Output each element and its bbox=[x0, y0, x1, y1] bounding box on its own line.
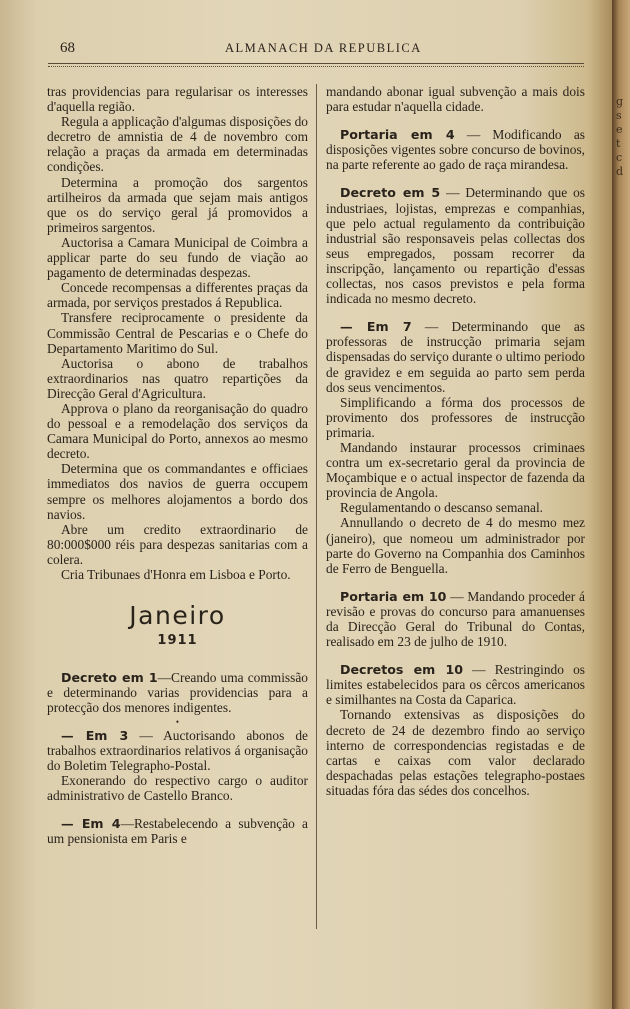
entry-lead: — Em 3 bbox=[61, 727, 129, 743]
separator-dot: • bbox=[175, 716, 180, 727]
entry-text: — Auctorisando abonos de trabalhos extraordinarios relativos á organisação do Boletim Telegrapho-Postal. bbox=[47, 727, 308, 773]
entry-lead: — Em 4 bbox=[61, 816, 121, 832]
month-heading: Janeiro bbox=[129, 601, 226, 631]
entry bbox=[47, 728, 308, 773]
paragraph: Regula a applicação d'algumas disposições do decretro de amnistia de 4 de novembro com relação a praças da armada em determinadas condições. bbox=[47, 114, 308, 175]
entry bbox=[326, 319, 585, 394]
entry-lead: — Em 7 bbox=[340, 319, 412, 335]
year-heading: 1911 bbox=[157, 633, 198, 649]
entry-text: — Determinando que os industriaes, lojistas, emprezas e companhias, que pelo actual regulamento da contribuição industrial são responsaveis pelas collectas dos seus empregados, possam recorrer da inscripção, lançamento ou repartição d'essas collectas, nos casos previstos e pela forma indicada no mesmo decreto. bbox=[326, 185, 585, 307]
facing-page-edge bbox=[612, 0, 630, 1009]
paragraph: Determina a promoção dos sargentos artilheiros da armada que sejam mais antigos que os do serviço geral já promovidos a primeiros sargentos. bbox=[47, 174, 308, 235]
facing-page-fragments: g s e t c d bbox=[616, 95, 624, 178]
header-rule bbox=[48, 63, 584, 67]
paragraph: Annullando o decreto de 4 do mesmo mez (janeiro), que nomeou um administrador por parte do Governo na Companhia dos Caminhos de Ferro de Benguella. bbox=[326, 515, 585, 576]
entry bbox=[47, 816, 308, 846]
entry-text: — Modificando as disposições vigentes sobre concurso de bovinos, na parte referente ao gado de raça mirandesa. bbox=[326, 127, 585, 173]
entry bbox=[326, 127, 585, 172]
paragraph: Exonerando do respectivo cargo o auditor administrativo de Castello Branco. bbox=[47, 772, 308, 803]
paragraph: Tornando extensivas as disposições do decreto de 24 de dezembro findo ao serviço interno de correspondencias registadas e de cartas e caixas com valor declarado despachadas pelas estações telegrapho-postaes situadas fóra das sédes dos concelhos. bbox=[326, 707, 585, 798]
entry-text: —Creando uma commissão e determinando varias providencias para a protecção dos menores indigentes. bbox=[47, 670, 308, 716]
paragraph: Cria Tribunaes d'Honra em Lisboa e Porto. bbox=[61, 567, 291, 582]
entry-text: — Restringindo os limites estabelecidos para os cêrcos americanos e similhantes na Costa da Caparica. bbox=[326, 662, 585, 708]
right-column bbox=[326, 84, 585, 798]
entry-lead: Portaria em 10 bbox=[340, 588, 447, 604]
paragraph: Transfere reciprocamente o presidente da Commissão Central de Pescarias e o Chefe do Departamento Maritimo do Sul. bbox=[47, 310, 308, 356]
paragraph: Approva o plano da reorganisação do quadro do pessoal e a remodelação dos serviços da Camara Municipal do Porto, annexos ao mesmo decreto. bbox=[47, 400, 308, 462]
paragraph: Determina que os commandantes e officiaes immediatos dos navios de guerra occupem sempre os melhores alojamentos a bordo dos navios. bbox=[47, 461, 308, 522]
paragraph: Abre um credito extraordinario de 80:000$000 réis para despezas sanitarias com a colera. bbox=[47, 521, 308, 567]
entry-lead: Decretos em 10 bbox=[340, 662, 463, 678]
paragraph: Concede recompensas a differentes praças da armada, por serviços prestados á Republica. bbox=[47, 280, 308, 311]
entry-lead: Decreto em 5 bbox=[340, 185, 441, 201]
column-divider bbox=[316, 84, 317, 929]
entry bbox=[326, 185, 585, 306]
entry bbox=[326, 662, 585, 707]
entry-lead: Decreto em 1 bbox=[61, 670, 158, 686]
entry-text: —Restabelecendo a subvenção a um pensionista em Paris e bbox=[47, 816, 308, 847]
paragraph: Mandando instaurar processos criminaes contra um ex-secretario geral da provincia de Moçambique e o actual inspector de fazenda da provincia de Angola. bbox=[326, 439, 585, 501]
entry bbox=[47, 670, 308, 715]
entry-text: — Mandando proceder á revisão e provas do concurso para amanuenses da Direcção Geral do Tribunal do Contas, realisado em 23 de julho de 1910. bbox=[326, 588, 585, 650]
left-column bbox=[47, 84, 308, 846]
entry-text: — Determinando que as professoras de instrucção primaria sejam dispensadas do serviço durante o ultimo periodo de gravidez e em seguida ao parto sem perda dos seus vencimentos. bbox=[326, 319, 585, 395]
paragraph: mandando abonar igual subvenção a mais dois para estudar n'aquella cidade. bbox=[326, 84, 585, 115]
paragraph: Regulamentando o descanso semanal. bbox=[340, 500, 544, 516]
paragraph: Auctorisa o abono de trabalhos extraordinarios nas quatro repartições da Direcção Geral d'Agricultura. bbox=[47, 355, 308, 401]
paragraph: Simplificando a fórma dos processos de provimento dos professores de instrucção primaria. bbox=[326, 394, 585, 440]
entry bbox=[326, 589, 585, 649]
page-number: 68 bbox=[60, 40, 75, 56]
paragraph: tras providencias para regularisar os interesses d'aquella região. bbox=[47, 84, 308, 115]
running-title: ALMANACH DA REPUBLICA bbox=[225, 41, 422, 55]
entry-lead: Portaria em 4 bbox=[340, 127, 455, 143]
paragraph: Auctorisa a Camara Municipal de Coimbra a applicar parte do seu fundo de viação ao pagamento de determinadas despezas. bbox=[47, 234, 308, 281]
page-header bbox=[60, 40, 572, 60]
